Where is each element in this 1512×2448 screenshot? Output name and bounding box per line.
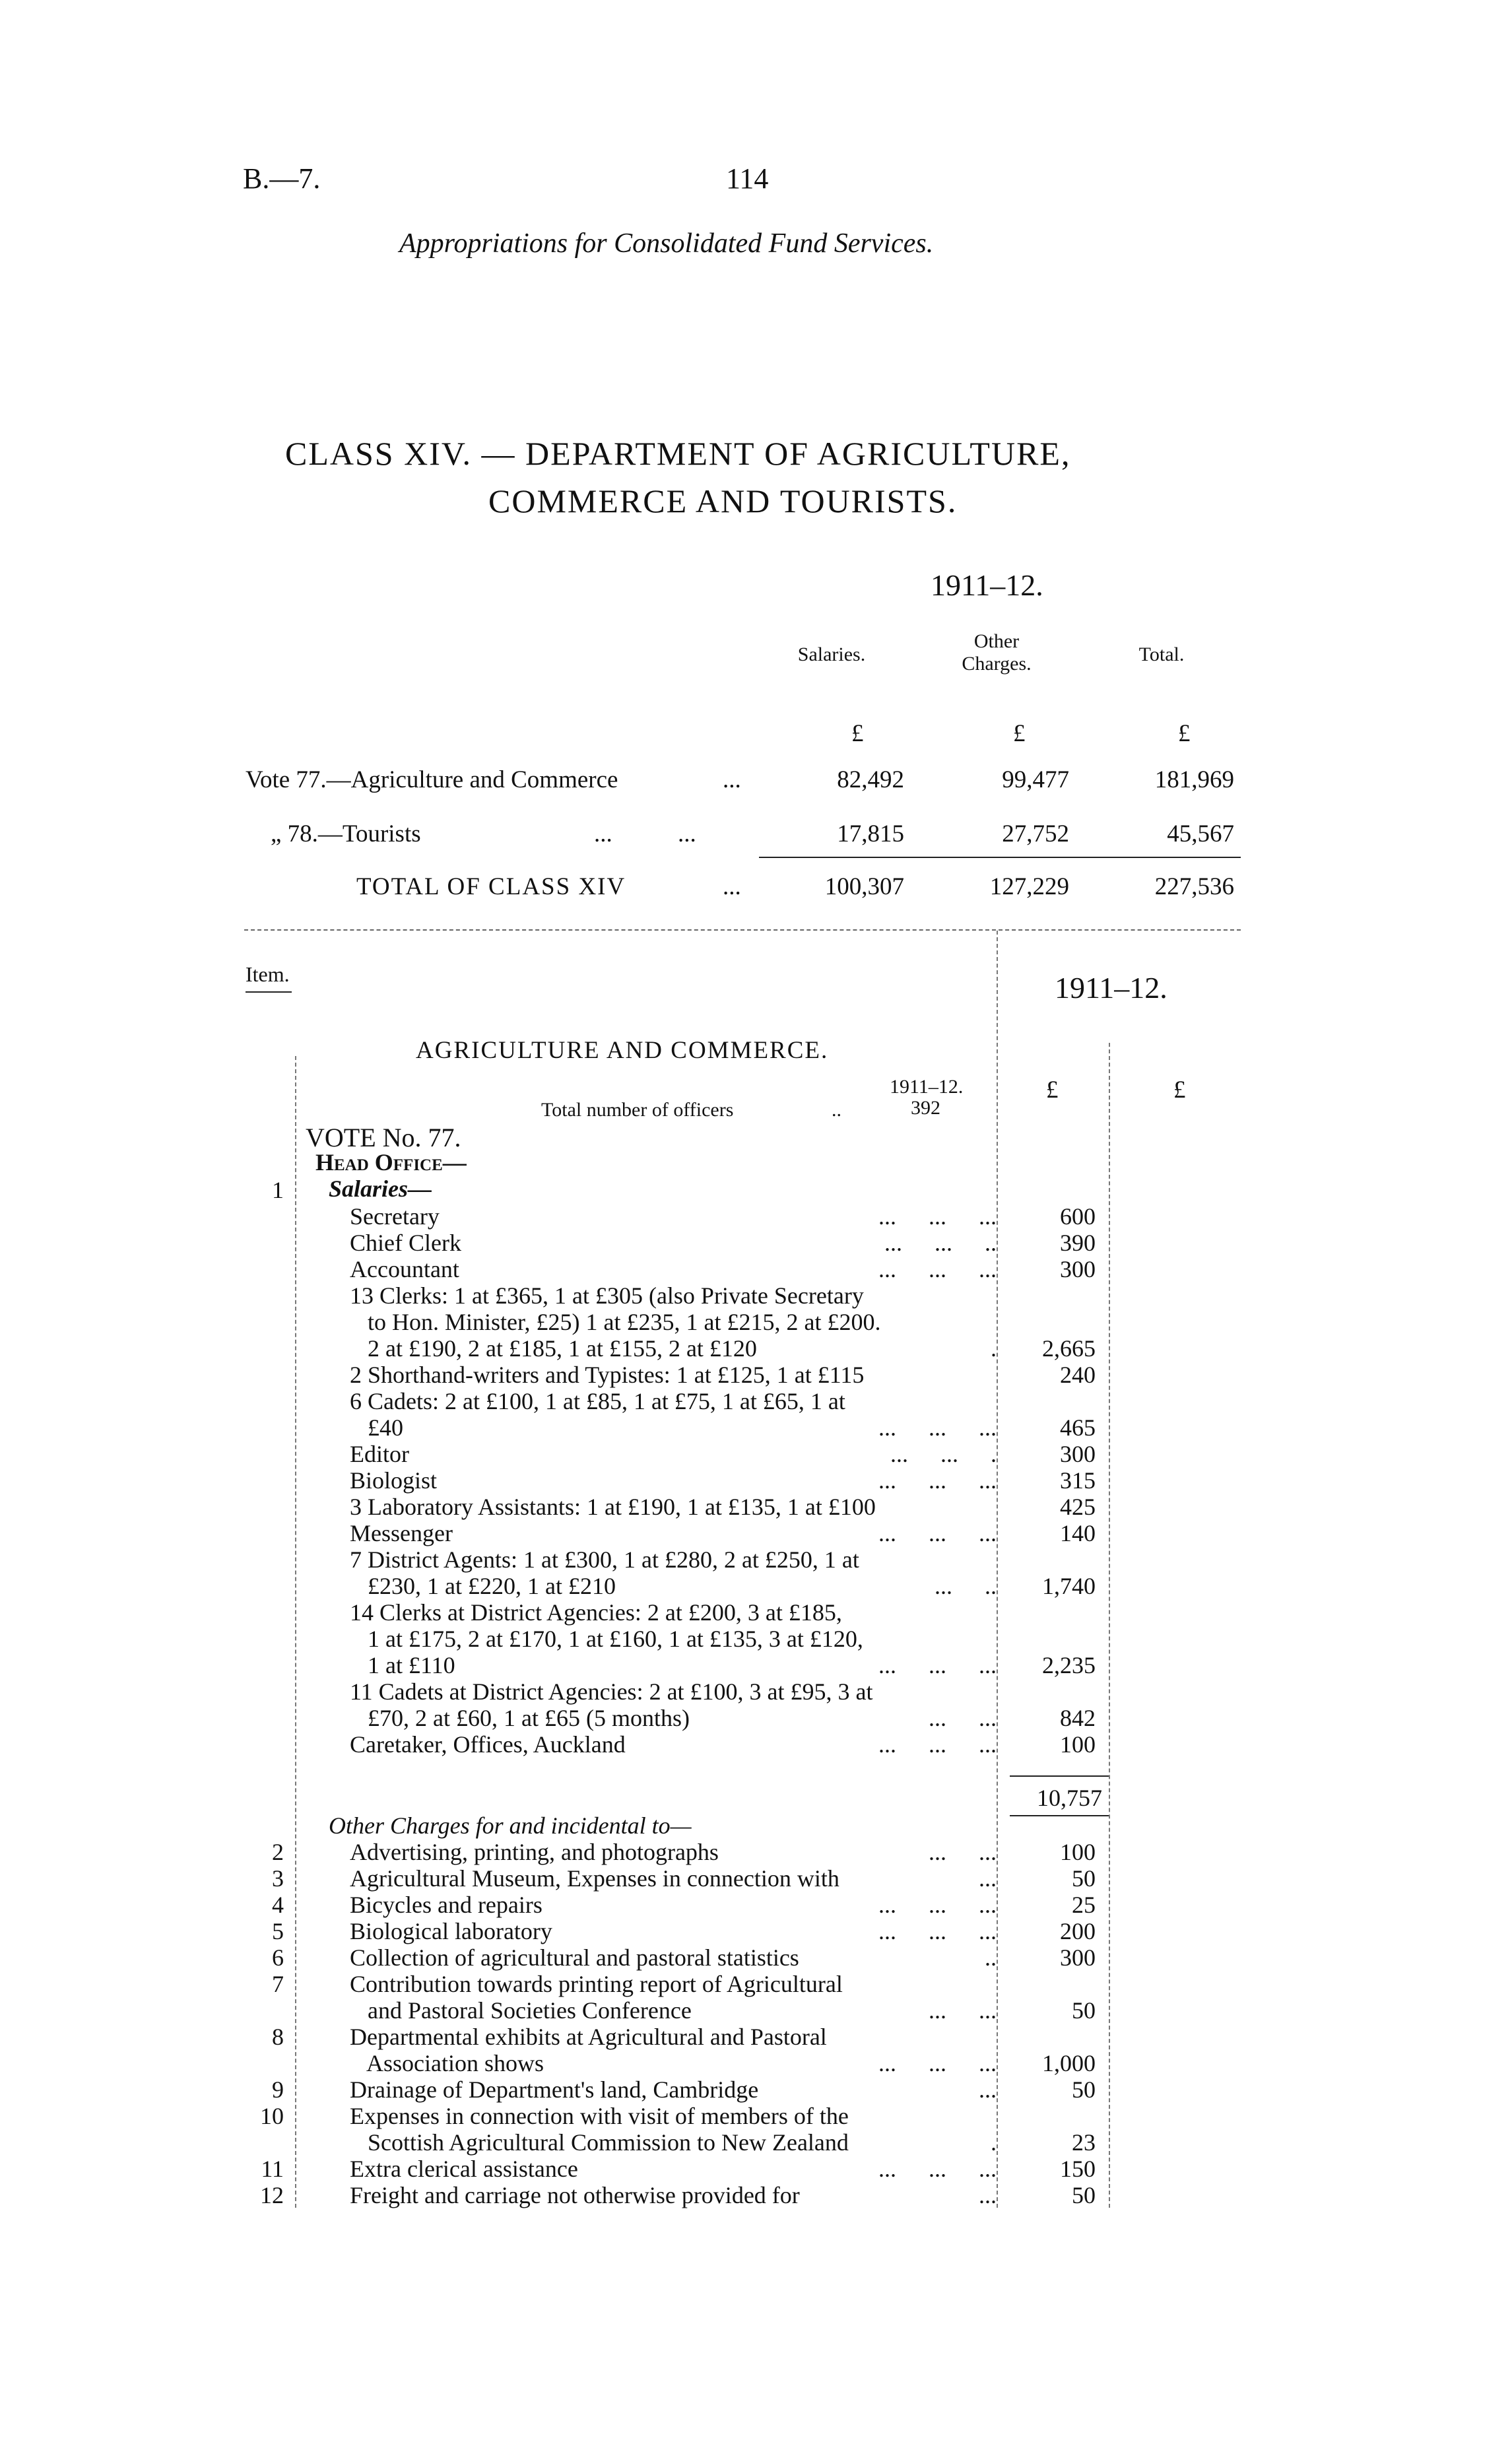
- salary-line-amount: 100: [1060, 1731, 1096, 1758]
- salary-line-dots: ... ... ...: [878, 1467, 997, 1494]
- officers-dots: ..: [832, 1099, 841, 1121]
- summary-total-total: 227,536: [1154, 873, 1234, 900]
- other-line-amount: 50: [1072, 1865, 1096, 1892]
- other-line: [350, 2049, 997, 2077]
- summary-row-other: 99,477: [1002, 766, 1069, 793]
- item-number: 9: [272, 2076, 284, 2103]
- salary-line-text: 13 Clerks: 1 at £365, 1 at £305 (also Private Secretary: [350, 1282, 864, 1309]
- salary-line: [350, 1546, 997, 1573]
- salary-line-dots: ... ... .: [890, 1441, 997, 1467]
- summary-total-label: TOTAL OF CLASS XIV: [356, 873, 626, 900]
- currency-total: £: [1178, 720, 1191, 747]
- salary-line: [350, 1572, 997, 1600]
- salary-line: [350, 1467, 997, 1494]
- officers-count: 392: [911, 1097, 940, 1119]
- column-rule: [1109, 1043, 1110, 2208]
- salary-line: [350, 1599, 997, 1626]
- salary-line: [350, 1440, 997, 1468]
- salary-line-text: Accountant: [350, 1256, 459, 1282]
- salary-line-text: 7 District Agents: 1 at £300, 1 at £280, 2 at £250, 1 at: [350, 1546, 859, 1573]
- other-line: [350, 2181, 997, 2209]
- salary-line-amount: 2,235: [1042, 1652, 1096, 1678]
- salaries-total-rule: [1010, 1815, 1109, 1816]
- other-line-dots: ...: [979, 2076, 997, 2103]
- other-line: [350, 1944, 997, 1971]
- salary-line-text: Chief Clerk: [350, 1230, 461, 1256]
- salary-line-dots: ... ... ...: [878, 1652, 997, 1678]
- salary-line-text: Messenger: [350, 1520, 453, 1546]
- other-line: [350, 2076, 997, 2103]
- other-line-dots: .: [991, 2129, 997, 2156]
- salaries-total: 10,757: [1037, 1785, 1102, 1811]
- salary-line-amount: 315: [1060, 1467, 1096, 1494]
- salary-line: [350, 1678, 997, 1705]
- item-number: 5: [272, 1918, 284, 1944]
- currency-salaries: £: [851, 720, 864, 747]
- salary-line: [350, 1361, 997, 1389]
- salary-line-dots: ... ... ...: [878, 1203, 997, 1230]
- salary-line-amount: 300: [1060, 1256, 1096, 1282]
- officers-year: 1911–12.: [890, 1076, 964, 1098]
- salary-line: [350, 1203, 997, 1230]
- summary-row-other: 27,752: [1002, 820, 1069, 847]
- salary-line: [350, 1625, 997, 1653]
- officers-label: Total number of officers: [541, 1099, 734, 1121]
- salary-line-amount: 300: [1060, 1441, 1096, 1467]
- other-line-text: Scottish Agricultural Commission to New Zealand: [350, 2129, 849, 2156]
- salary-line-dots: ... ...: [929, 1705, 997, 1731]
- salary-line-text: £40: [350, 1414, 403, 1441]
- item-number: 6: [272, 1944, 284, 1971]
- summary-row-dots: ... ...: [594, 820, 696, 847]
- other-line-text: Biological laboratory: [350, 1918, 552, 1944]
- other-line-amount: 150: [1060, 2156, 1096, 2182]
- summary-total-salaries: 100,307: [824, 873, 904, 900]
- other-line-text: Expenses in connection with visit of members of the: [350, 2103, 849, 2129]
- salary-line-amount: 425: [1060, 1494, 1096, 1520]
- summary-row-salaries: 82,492: [837, 766, 904, 793]
- salary-line: [350, 1255, 997, 1283]
- other-line-text: Freight and carriage not otherwise provided for: [350, 2182, 800, 2208]
- item-number: 4: [272, 1892, 284, 1918]
- salary-line-amount: 1,740: [1042, 1573, 1096, 1599]
- other-line-dots: ... ... ...: [878, 2050, 997, 2076]
- other-line: [350, 2102, 997, 2130]
- other-line-text: Contribution towards printing report of Agricultural: [350, 1971, 843, 1997]
- salary-line-dots: ... ... ...: [878, 1731, 997, 1758]
- other-line-amount: 50: [1072, 2076, 1096, 2103]
- other-line-text: Collection of agricultural and pastoral statistics: [350, 1944, 799, 1971]
- summary-rule: [759, 857, 1241, 858]
- summary-row-salaries: 17,815: [837, 820, 904, 847]
- other-line-text: Drainage of Department's land, Cambridge: [350, 2076, 759, 2103]
- salary-line-amount: 390: [1060, 1230, 1096, 1256]
- salary-line: [350, 1519, 997, 1547]
- other-line: [350, 1917, 997, 1945]
- salary-line-dots: ... ..: [935, 1573, 997, 1599]
- item-number: 7: [272, 1971, 284, 1997]
- summary-row-total: 45,567: [1167, 820, 1234, 847]
- other-line-amount: 300: [1060, 1944, 1096, 1971]
- salary-line-amount: 842: [1060, 1705, 1096, 1731]
- other-line-dots: ... ...: [929, 1839, 997, 1865]
- salary-line-text: £70, 2 at £60, 1 at £65 (5 months): [350, 1705, 690, 1731]
- other-line: [350, 1838, 997, 1866]
- other-line-dots: ... ... ...: [878, 1918, 997, 1944]
- page-subtitle: Appropriations for Consolidated Fund Services.: [399, 228, 934, 259]
- other-line-dots: ... ...: [929, 1997, 997, 2024]
- salary-line-dots: ... ... ...: [878, 1414, 997, 1441]
- other-line: [350, 1891, 997, 1919]
- other-line-amount: 25: [1072, 1892, 1096, 1918]
- item-number: 3: [272, 1865, 284, 1892]
- currency-column-a: £: [1046, 1076, 1059, 1104]
- other-line-text: Agricultural Museum, Expenses in connection with: [350, 1865, 839, 1892]
- class-title-line1: CLASS XIV. — DEPARTMENT OF AGRICULTURE,: [285, 435, 1071, 472]
- salary-line-dots: ... ... ..: [884, 1230, 997, 1256]
- section-divider: [244, 929, 1241, 931]
- other-line-dots: ...: [979, 2182, 997, 2208]
- summary-row-dots: ...: [723, 766, 741, 793]
- salary-line-amount: 2,665: [1042, 1335, 1096, 1362]
- other-line: [350, 1865, 997, 1892]
- salary-line-text: 14 Clerks at District Agencies: 2 at £200, 3 at £185,: [350, 1599, 842, 1626]
- salary-line-text: to Hon. Minister, £25) 1 at £235, 1 at £215, 2 at £200.: [350, 1309, 881, 1335]
- other-line: [350, 2155, 997, 2183]
- head-office-heading: Head Office—: [315, 1149, 467, 1175]
- salary-line-text: Caretaker, Offices, Auckland: [350, 1731, 626, 1758]
- summary-row-total: 181,969: [1154, 766, 1234, 793]
- salary-line-amount: 240: [1060, 1362, 1096, 1388]
- salaries-heading: Salaries—: [329, 1175, 432, 1202]
- other-line-amount: 100: [1060, 1839, 1096, 1865]
- item-column-header: Item.: [246, 962, 290, 986]
- column-salaries: Salaries.: [797, 644, 866, 665]
- salary-line-amount: 600: [1060, 1203, 1096, 1230]
- item-number: 11: [261, 2156, 284, 2182]
- other-line: [350, 2129, 997, 2156]
- item-number: 2: [272, 1839, 284, 1865]
- salary-line-text: 2 at £190, 2 at £185, 1 at £155, 2 at £120: [350, 1335, 757, 1362]
- other-line-amount: 1,000: [1042, 2050, 1096, 2076]
- salary-line: [350, 1387, 997, 1415]
- other-line-dots: ..: [985, 1944, 997, 1971]
- salary-line-text: 3 Laboratory Assistants: 1 at £190, 1 at £135, 1 at £100: [350, 1494, 876, 1520]
- item-column-rule: [295, 1056, 296, 2208]
- class-title-line2: COMMERCE AND TOURISTS.: [488, 482, 958, 519]
- other-line-text: and Pastoral Societies Conference: [350, 1997, 692, 2024]
- salary-line-amount: 140: [1060, 1520, 1096, 1546]
- item-number: 12: [260, 2182, 284, 2208]
- section-title: AGRICULTURE AND COMMERCE.: [416, 1037, 829, 1064]
- item-number: 1: [272, 1177, 284, 1203]
- other-line-text: Extra clerical assistance: [350, 2156, 578, 2182]
- item-number: 10: [260, 2103, 284, 2129]
- salary-line-amount: 465: [1060, 1414, 1096, 1441]
- other-line-text: Advertising, printing, and photographs: [350, 1839, 719, 1865]
- other-line: [350, 1997, 997, 2024]
- salary-line: [350, 1493, 997, 1521]
- item-header-rule: [246, 991, 292, 993]
- salary-line-text: Biologist: [350, 1467, 438, 1494]
- other-line-dots: ... ... ...: [878, 2156, 997, 2182]
- summary-total-dots: ...: [723, 873, 741, 900]
- vote-heading: VOTE No. 77.: [306, 1123, 461, 1152]
- document-reference: B.—7.: [243, 162, 321, 195]
- salary-line-dots: ... ... ...: [878, 1256, 997, 1282]
- currency-column-b: £: [1173, 1076, 1186, 1104]
- other-line-amount: 200: [1060, 1918, 1096, 1944]
- salary-line-text: Editor: [350, 1441, 409, 1467]
- summary-total-other: 127,229: [989, 873, 1069, 900]
- salary-line: [350, 1414, 997, 1441]
- other-line-text: Association shows: [350, 2050, 544, 2076]
- other-charges-heading: Other Charges for and incidental to—: [329, 1812, 692, 1839]
- other-line-amount: 50: [1072, 1997, 1096, 2024]
- salary-line: [350, 1704, 997, 1732]
- column-other-charges: Other Charges.: [962, 630, 1032, 675]
- salary-line-text: £230, 1 at £220, 1 at £210: [350, 1573, 616, 1599]
- other-line-amount: 23: [1072, 2129, 1096, 2156]
- summary-row-label: „ 78.—Tourists: [271, 820, 421, 847]
- other-line-text: Departmental exhibits at Agricultural and Pastoral: [350, 2024, 827, 2050]
- column-total: Total.: [1138, 644, 1185, 665]
- other-line: [350, 2023, 997, 2051]
- salary-line-dots: ... ... ...: [878, 1520, 997, 1546]
- page-number: 114: [726, 162, 769, 195]
- salary-line: [350, 1651, 997, 1679]
- salary-line: [350, 1731, 997, 1758]
- salary-line-text: 11 Cadets at District Agencies: 2 at £100, 3 at £95, 3 at: [350, 1678, 873, 1705]
- salary-line: [350, 1308, 997, 1336]
- salary-line-text: 6 Cadets: 2 at £100, 1 at £85, 1 at £75, 1 at £65, 1 at: [350, 1388, 845, 1414]
- salary-line-dots: .: [991, 1335, 997, 1362]
- salary-line: [350, 1282, 997, 1309]
- detail-year: 1911–12.: [1055, 971, 1167, 1005]
- salary-line-text: 1 at £110: [350, 1652, 455, 1678]
- other-line-dots: ... ... ...: [878, 1892, 997, 1918]
- other-line-amount: 50: [1072, 2182, 1096, 2208]
- item-number: 8: [272, 2024, 284, 2050]
- salary-line: [350, 1229, 997, 1257]
- summary-year: 1911–12.: [931, 568, 1043, 602]
- salary-line-text: 2 Shorthand-writers and Typistes: 1 at £125, 1 at £115: [350, 1362, 865, 1388]
- salary-line: [350, 1335, 997, 1362]
- salary-line-text: 1 at £175, 2 at £170, 1 at £160, 1 at £135, 3 at £120,: [350, 1626, 863, 1652]
- other-line-text: Bicycles and repairs: [350, 1892, 542, 1918]
- other-line-dots: ...: [979, 1865, 997, 1892]
- salary-line-text: Secretary: [350, 1203, 440, 1230]
- other-line: [350, 1970, 997, 1998]
- summary-row-label: Vote 77.—Agriculture and Commerce: [246, 766, 618, 793]
- currency-other: £: [1013, 720, 1026, 747]
- salaries-rule: [1010, 1775, 1109, 1777]
